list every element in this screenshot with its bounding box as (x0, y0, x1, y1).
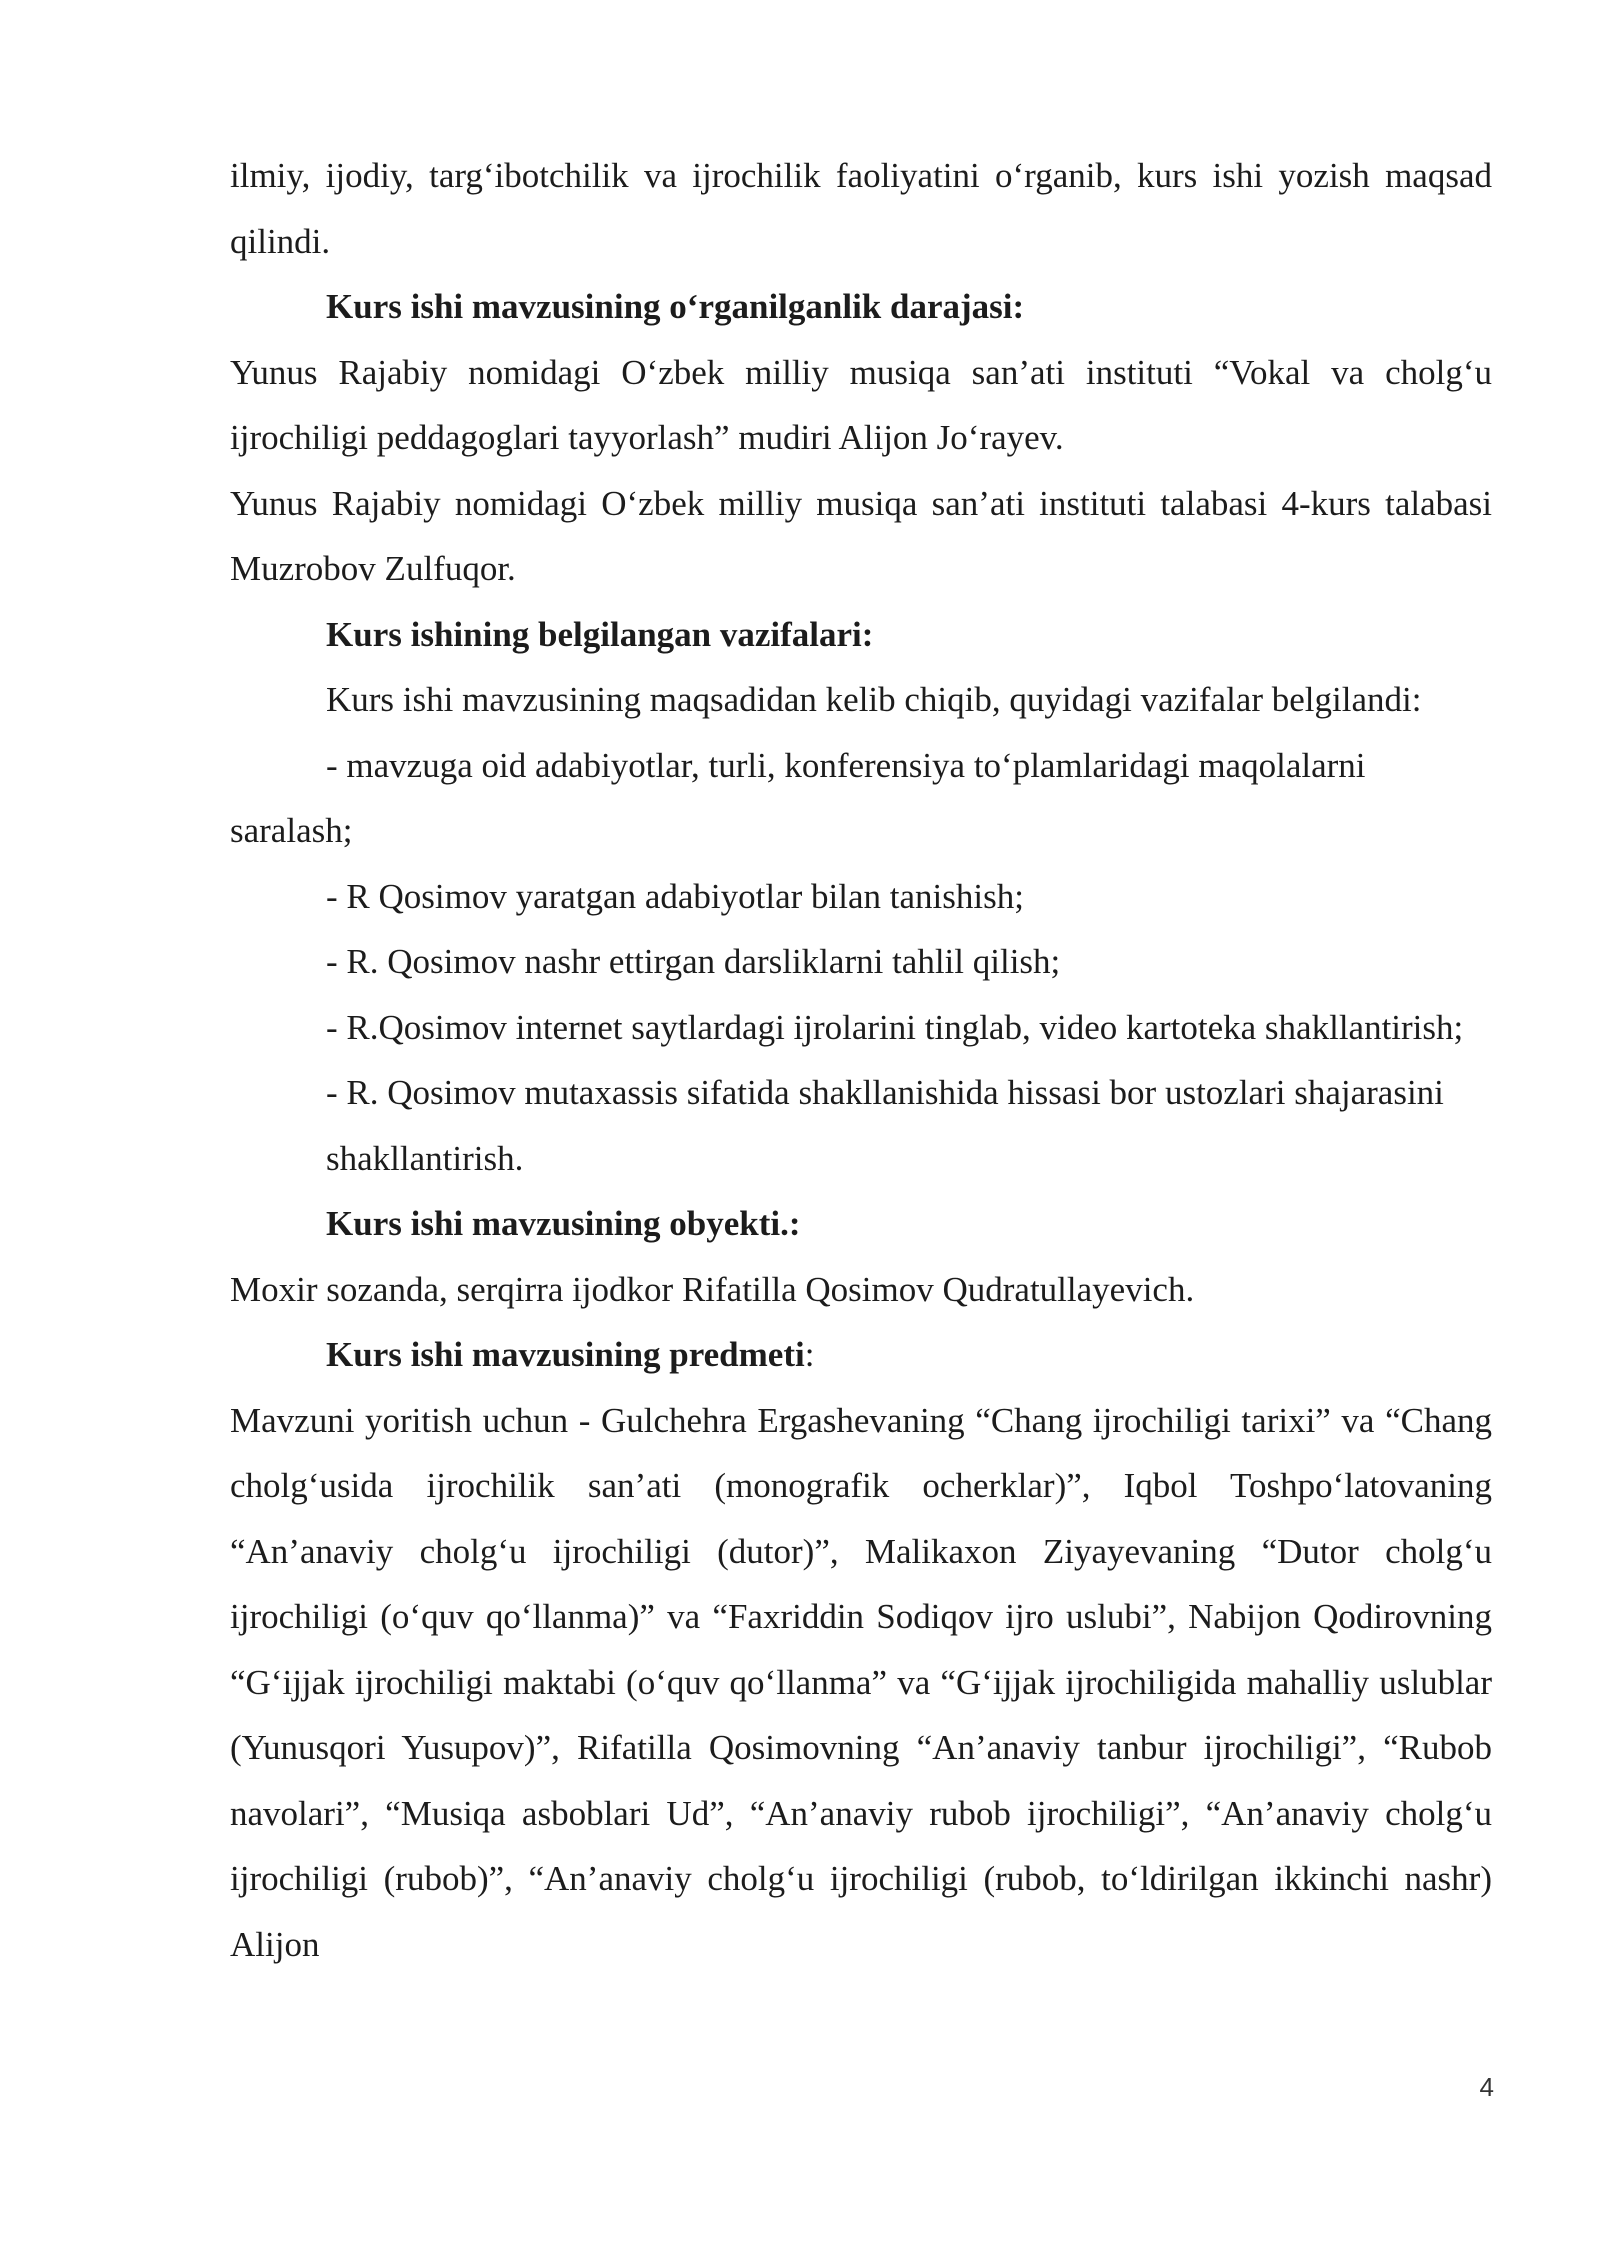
tasks-intro: Kurs ishi mavzusining maqsadidan kelib chiqib, quyidagi vazifalar belgilandi: (326, 680, 1422, 719)
document-page (230, 143, 1492, 1977)
task-item-4: - R.Qosimov internet saytlardagi ijrolarini tinglab, video kartoteka shakllantirish; (326, 1007, 1464, 1047)
study-paragraph-2: Yunus Rajabiy nomidagi O‘zbek milliy musiqa san’ati instituti talabasi 4-kurs talabasi Muzrobov Zulfuqor. (230, 483, 1492, 588)
section-heading-object-text: Kurs ishi mavzusining obyekti.: (326, 1204, 801, 1243)
section-heading-subject-colon: : (804, 1335, 815, 1374)
subject-paragraph: Mavzuni yoritish uchun - Gulchehra Ergashevaning “Chang ijrochiligi tarixi” va “Chang cholg‘usida ijrochilik san’ati (monografik ocherklar)”, Iqbol Toshpo‘latovaning “An’anaviy cholg‘u ijrochiligi (dutor)”, Malikaxon Ziyayevaning “Dutor cholg‘u ijrochiligi (o‘quv qo‘llanma)” va “Faxriddin Sodiqov ijro uslubi”, Nabijon Qodirovning “G‘ijjak ijrochiligi maktabi (o‘quv qo‘llanma” va “G‘ijjak ijrochiligida mahalliy uslublar (Yunusqori Yusupov)”, Rifatilla Qosimovning “An’anaviy tanbur ijrochiligi”, “Rubob navolari”, “Musiqa asboblari Ud”, “An’anaviy rubob ijrochiligi”, “An’anaviy cholg‘u ijrochiligi (rubob)”, “An’anaviy cholg‘u ijrochiligi (rubob, to‘ldirilgan ikkinchi nashr) Alijon (230, 1400, 1492, 1964)
section-heading-study (230, 274, 1492, 340)
study-paragraph-1: Yunus Rajabiy nomidagi O‘zbek milliy musiqa san’ati instituti “Vokal va cholg‘u ijrochiligi peddagoglari tayyorlash” mudiri Alijon Jo‘rayev. (230, 352, 1492, 457)
section-heading-tasks-text: Kurs ishining belgilangan vazifalari: (326, 614, 874, 654)
object-paragraph: Moxir sozanda, serqirra ijodkor Rifatilla Qosimov Qudratullayevich. (230, 1269, 1195, 1309)
section-heading-object (230, 1191, 1492, 1257)
task-item-2: - R Qosimov yaratgan adabiyotlar bilan tanishish; (326, 876, 1024, 916)
task-item-1: - mavzuga oid adabiyotlar, turli, konferensiya to‘plamlaridagi maqolalarni saralash; (230, 745, 1366, 850)
page-number: 4 (1479, 2072, 1494, 2102)
intro-paragraph: ilmiy, ijodiy, targ‘ibotchilik va ijrochilik faoliyatini o‘rganib, kurs ishi yozish maqsad qilindi. (230, 156, 1492, 261)
section-heading-study-text: Kurs ishi mavzusining o‘rganilganlik darajasi: (326, 287, 1025, 326)
section-heading-subject-text: Kurs ishi mavzusining predmeti (326, 1335, 805, 1374)
task-item-3: - R. Qosimov nashr ettirgan darsliklarni tahlil qilish; (326, 942, 1061, 981)
section-heading-subject (230, 1322, 1492, 1388)
task-item-5: - R. Qosimov mutaxassis sifatida shakllanishida hissasi bor ustozlari shajarasini shakllantirish. (326, 1073, 1444, 1178)
section-heading-tasks (230, 602, 1492, 668)
